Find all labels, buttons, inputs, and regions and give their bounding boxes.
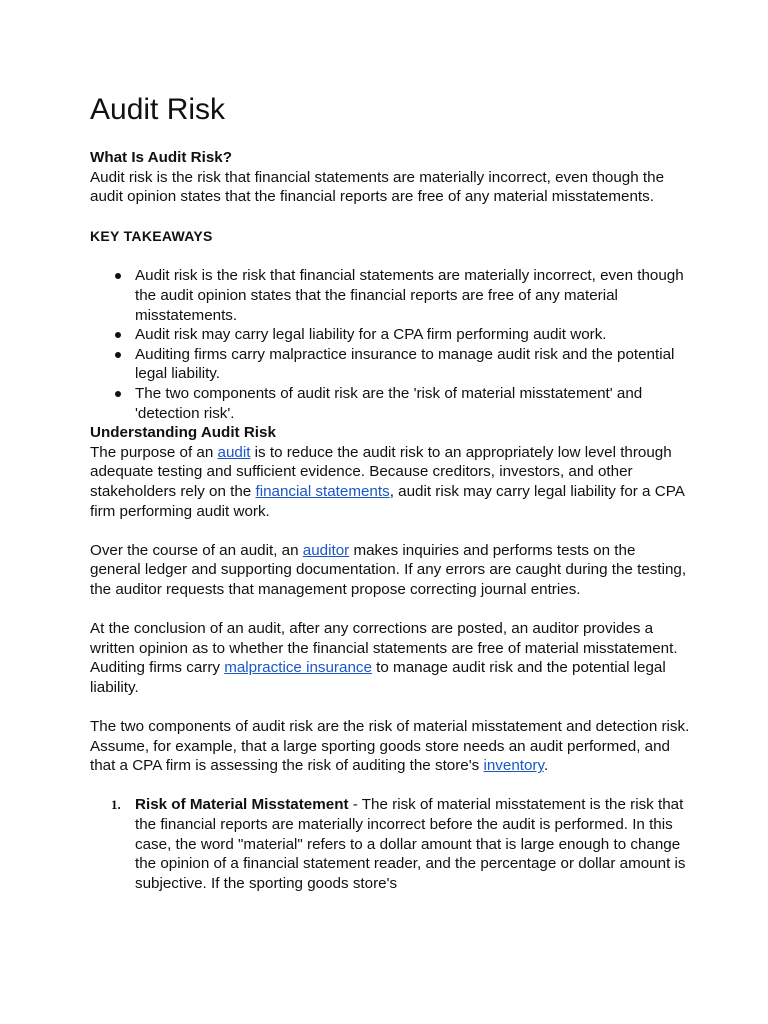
takeaway-item: Audit risk may carry legal liability for a CPA firm performing audit work.	[135, 325, 690, 345]
what-is-heading: What Is Audit Risk?	[90, 149, 233, 166]
takeaway-item: Auditing firms carry malpractice insurance to manage audit risk and the potential legal liability.	[135, 345, 690, 384]
component-term: Risk of Material Misstatement	[135, 796, 349, 814]
understanding-heading: Understanding Audit Risk	[90, 424, 276, 442]
takeaway-item: Audit risk is the risk that financial statements are materially incorrect, even though the audit opinion states that the financial reports are free of any material misstatements.	[135, 266, 690, 325]
key-takeaways-list	[90, 266, 690, 423]
malpractice-insurance-link[interactable]: malpractice insurance	[224, 659, 372, 677]
auditor-link[interactable]: auditor	[302, 541, 350, 559]
financial-statements-link[interactable]: financial statements	[255, 482, 390, 500]
audit-link[interactable]: audit	[217, 443, 251, 461]
inventory-link[interactable]: inventory	[483, 757, 544, 775]
component-item	[111, 795, 690, 893]
document-body	[90, 148, 690, 893]
page-title: Audit Risk	[90, 93, 226, 126]
understanding-paragraph-2: Over the course of an audit, an auditor makes inquiries and performs tests on the general ledger and supporting documentation. If any errors are caught during the testing, the auditor requests that management propose correcting journal entries.	[90, 541, 687, 598]
understanding-paragraph-3: At the conclusion of an audit, after any corrections are posted, an auditor provides a written opinion as to whether the financial statements are free of material misstatement. Auditing firms carry malpractice insurance to manage audit risk and the potential legal liability.	[90, 620, 678, 696]
list-number: 1.	[111, 797, 121, 813]
what-is-body: Audit risk is the risk that financial statements are materially incorrect, even though the audit opinion states that the financial reports are free of any material misstatements.	[90, 168, 665, 206]
key-takeaways-heading: KEY TAKEAWAYS	[90, 227, 213, 244]
components-list	[90, 795, 690, 893]
takeaway-item: The two components of audit risk are the 'risk of material misstatement' and 'detection risk'.	[135, 384, 690, 423]
understanding-paragraph-4: The two components of audit risk are the risk of material misstatement and detection risk. Assume, for example, that a large sporting goods store needs an audit performed, and that a CPA firm is assessing the risk of auditing the store's inventory.	[90, 718, 690, 775]
understanding-paragraph-1: The purpose of an audit is to reduce the audit risk to an appropriately low level through adequate testing and sufficient evidence. Because creditors, investors, and other stakeholders rely on the financial statements, audit risk may carry legal liability for a CPA firm performing audit work.	[90, 443, 684, 520]
component-text: - The risk of material misstatement is the risk that the financial reports are materially incorrect before the audit is performed. In this case, the word "material" refers to a dollar amount that is large enough to change the opinion of a financial statement reader, and the percentage or dollar amount is subjective. If the sporting goods store's	[135, 796, 686, 892]
